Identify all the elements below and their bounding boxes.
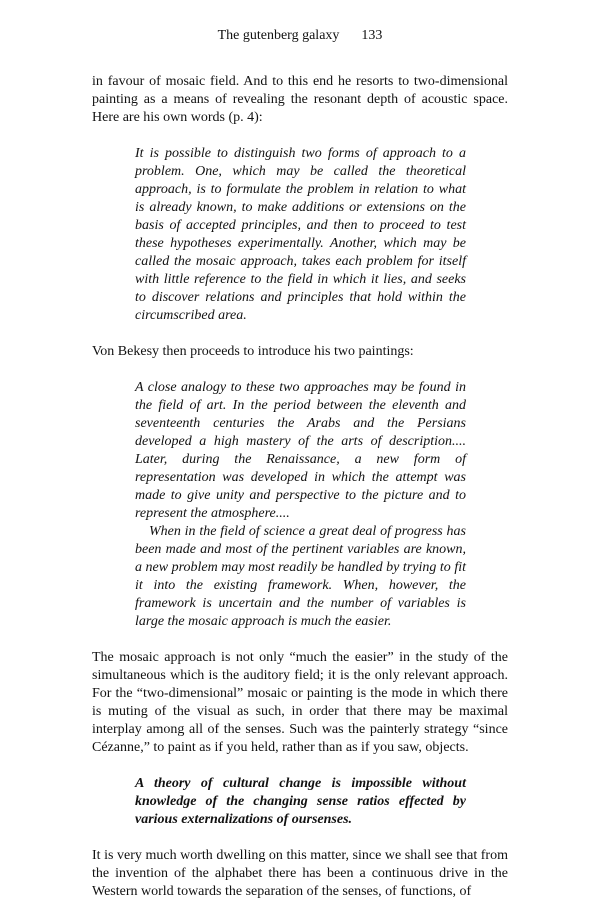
quote-paragraph-1: A close analogy to these two approaches may be found in the field of art. In the period between the eleventh and seventeenth centuries the Arabs and the Persians developed a high mastery of the arts of description.... Later, during the Renaissance, a new form of representation was developed in which the attempt was made to give unity and perspective to the picture and to represent the atmosphere.... [135, 380, 466, 521]
paragraph-intro: in favour of mosaic field. And to this end he resorts to two-dimensional painting as a means of revealing the resonant depth of acoustic space. Here are his own words (p. 4): [92, 74, 508, 125]
block-quote-paintings [135, 379, 466, 631]
running-head [0, 27, 600, 45]
page-body [92, 73, 508, 901]
paragraph-von-bekesy: Von Bekesy then proceeds to introduce his two paintings: [92, 344, 414, 359]
book-title: The gutenberg galaxy [217, 28, 340, 43]
spacer [92, 325, 508, 343]
page-number: 133 [361, 28, 383, 43]
spacer [92, 829, 508, 847]
paragraph-mosaic-approach: The mosaic approach is not only “much the easier” in the study of the simultaneous which is the auditory field; it is the only relevant approach. For the “two-dimensional” mosaic or painting is the mode in which there is muting of the visual as such, in order that there may be maximal interplay among all of the senses. Such was the painterly strategy “since Cézanne,” to paint as if you held, rather than as if you saw, objects. [92, 650, 508, 755]
thesis-text: A theory of cultural change is impossible without knowledge of the changing sense ratios effected by various externalizations of oursenses. [135, 776, 466, 827]
paragraph-separation-of-senses: It is very much worth dwelling on this matter, since we shall see that from the invention of the alphabet there has been a continuous drive in the Western world towards the separation of the senses, of functions, of [92, 848, 508, 899]
spacer [92, 757, 508, 775]
quote-paragraph-2: When in the field of science a great deal of progress has been made and most of the pertinent variables are known, a new problem may most readily be handled by trying to fit it into the existing framework. When, however, the framework is uncertain and the number of variables is large the mosaic approach is much the easier. [135, 524, 466, 629]
spacer [92, 361, 508, 379]
spacer [92, 127, 508, 145]
block-quote-approaches [135, 145, 466, 325]
quote-text: It is possible to distinguish two forms of approach to a problem. One, which may be called the theoretical approach, is to formulate the problem in relation to what is already known, to make additions or extensions on the basis of accepted principles, and then to proceed to test these hypotheses experimentally. Another, which may be called the mosaic approach, takes each problem for itself with little reference to the field in which it lies, and seeks to discover relations and principles that hold within the circumscribed area. [135, 146, 466, 323]
spacer [92, 631, 508, 649]
thesis-statement [135, 775, 466, 829]
